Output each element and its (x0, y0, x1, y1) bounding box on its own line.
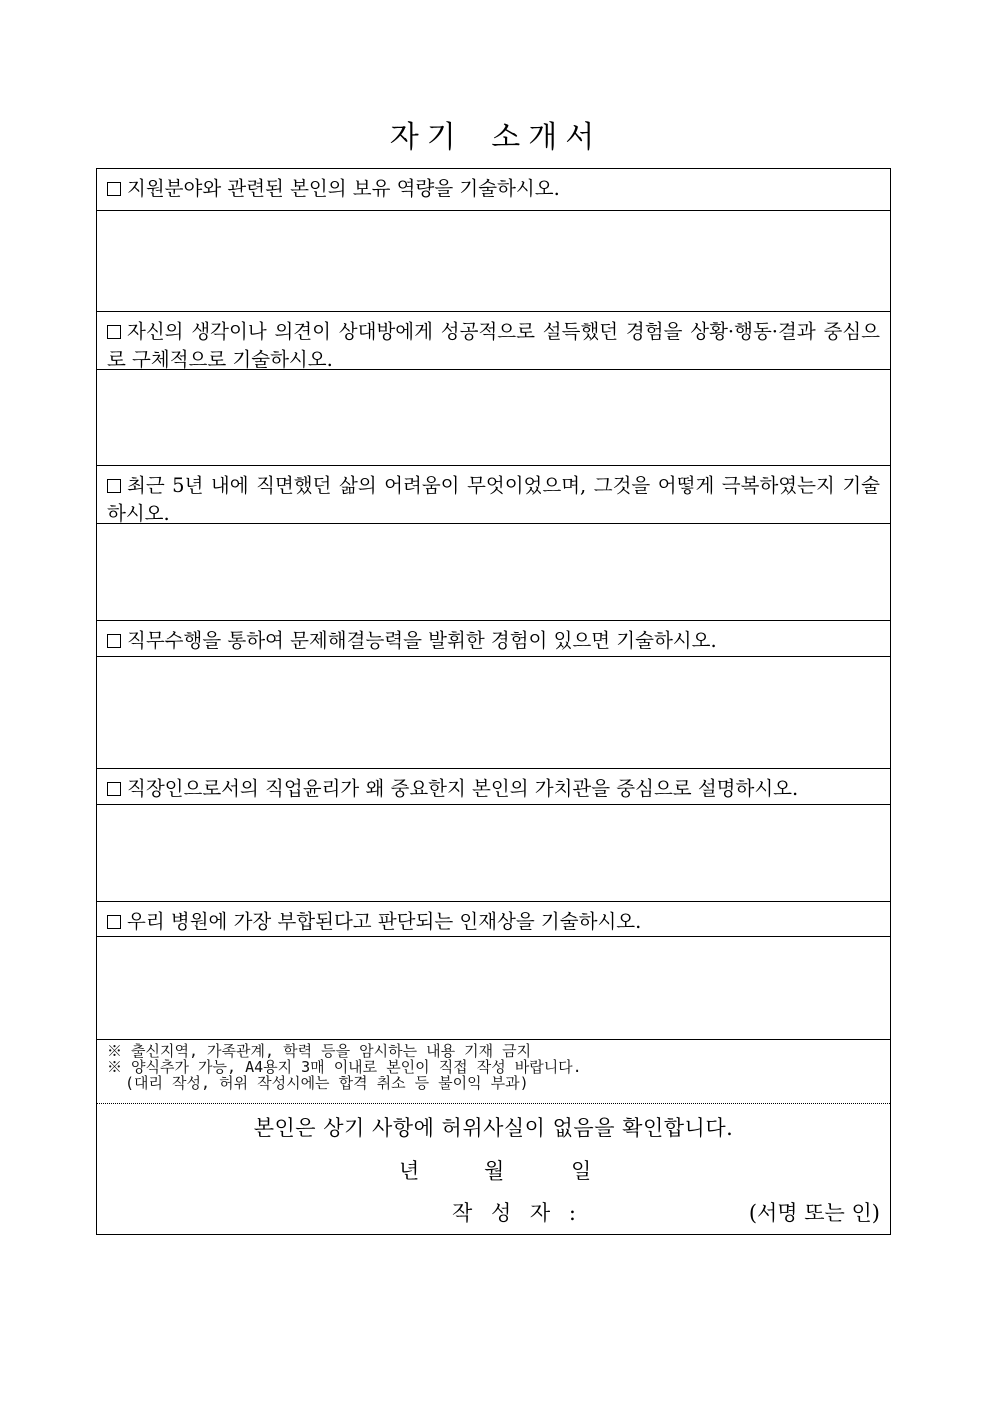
answer-area-5[interactable] (97, 805, 890, 902)
date-year-label: 년 (399, 1159, 420, 1183)
checkbox-icon (107, 479, 121, 493)
checkbox-icon (107, 915, 121, 929)
notes (97, 1040, 890, 1104)
writer-label: 작 성 자 : (452, 1201, 582, 1225)
question-6 (97, 902, 890, 937)
question-4 (97, 621, 890, 657)
self-introduction-form (96, 168, 891, 1235)
confirmation-statement: 본인은 상기 사항에 허위사실이 없음을 확인합니다. (253, 1116, 734, 1140)
question-1 (97, 169, 890, 211)
answer-area-3[interactable] (97, 524, 890, 621)
checkbox-icon (107, 325, 121, 339)
question-5 (97, 769, 890, 805)
question-2 (97, 312, 890, 370)
signature-label: (서명 또는 인) (748, 1201, 880, 1225)
answer-area-4[interactable] (97, 657, 890, 769)
question-5-text: 직장인으로서의 직업윤리가 왜 중요한지 본인의 가치관을 중심으로 설명하시오. (127, 777, 799, 800)
note-line: ※ 양식추가 가능, A4용지 3매 이내로 본인이 직접 작성 바랍니다. (107, 1058, 582, 1076)
question-4-text: 직무수행을 통하여 문제해결능력을 발휘한 경험이 있으면 기술하시오. (127, 629, 717, 652)
question-2-text: 자신의 생각이나 의견이 상대방에게 성공적으로 설득했던 경험을 상황·행동·결과 중심으로 구체적으로 기술하시오. (107, 320, 880, 371)
question-6-text: 우리 병원에 가장 부합된다고 판단되는 인재상을 기술하시오. (127, 910, 642, 933)
answer-area-1[interactable] (97, 211, 890, 312)
checkbox-icon (107, 782, 121, 796)
note-line: (대리 작성, 허위 작성시에는 합격 취소 등 불이익 부과) (125, 1074, 529, 1092)
answer-area-2[interactable] (97, 370, 890, 466)
question-1-text: 지원분야와 관련된 본인의 보유 역량을 기술하시오. (127, 177, 560, 200)
date-month-label: 월 (484, 1159, 505, 1183)
note-line: ※ 출신지역, 가족관계, 학력 등을 암시하는 내용 기재 금지 (107, 1042, 532, 1060)
answer-area-6[interactable] (97, 937, 890, 1040)
checkbox-icon (107, 182, 121, 196)
question-3 (97, 466, 890, 524)
page-title: 자기 소개서 (389, 120, 603, 155)
date-day-label: 일 (571, 1159, 592, 1183)
question-3-text: 최근 5년 내에 직면했던 삶의 어려움이 무엇이었으며, 그것을 어떻게 극복하였는지 기술하시오. (107, 474, 880, 525)
checkbox-icon (107, 634, 121, 648)
